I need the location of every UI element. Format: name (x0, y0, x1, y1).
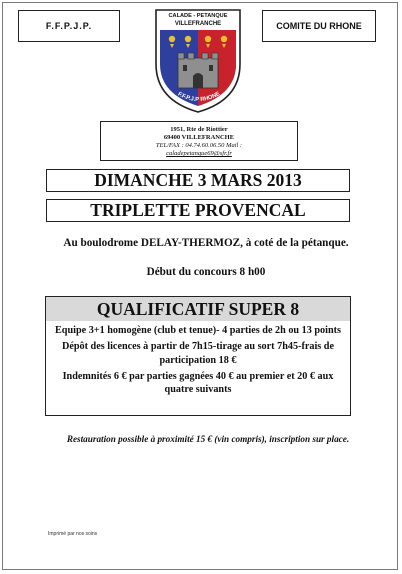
event-type: TRIPLETTE PROVENCAL (90, 200, 306, 220)
address-email[interactable]: caladepetanque69@sfr.fr (166, 150, 232, 157)
qualifier-box (45, 296, 351, 416)
event-date-box (46, 169, 350, 192)
crest-top-text-2: VILLEFRANCHE (174, 21, 222, 27)
club-address-box (100, 121, 298, 161)
address-city: 69400 VILLEFRANCHE (163, 134, 235, 141)
crest-top-text-1: CALADE - PETANQUE (168, 13, 228, 19)
club-crest-logo (150, 6, 246, 114)
qualifier-title: QUALIFICATIF SUPER 8 (46, 297, 350, 321)
event-date: DIMANCHE 3 MARS 2013 (94, 170, 302, 190)
qualifier-prizes: Indemnités 6 € par parties gagnées 40 € au premier et 20 € aux quatre suivants (62, 370, 334, 396)
committee-label-box (262, 10, 376, 42)
printed-by-note: Imprimé par nos soins (48, 531, 98, 537)
crest-bottom-text: F.F.P.J.P RHONE (176, 91, 222, 104)
qualifier-licences: Dépôt des licences à partir de 7h15-tirage au sort 7h45-frais de participation 18 € (61, 341, 334, 366)
committee-label: COMITE DU RHONE (276, 21, 362, 31)
event-venue: Au boulodrome DELAY-THERMOZ, à coté de la pétanque. (63, 237, 349, 249)
qualifier-team-rules: Equipe 3+1 homogène (club et tenue)- 4 parties de 2h ou 13 points (55, 325, 341, 336)
event-type-box (46, 199, 350, 222)
address-street: 1951, Rte de Riottier (170, 126, 228, 133)
catering-note: Restauration possible à proximité 15 € (vin compris), inscription sur place. (66, 434, 350, 444)
castle-tower-icon (178, 53, 218, 88)
event-start-time: Début du concours 8 h00 (146, 266, 266, 278)
federation-label-box (18, 10, 120, 42)
address-phone: TEL/FAX : 04.74.60.06.50 Mail : (155, 142, 243, 149)
federation-label: F.F.P.J.P. (45, 21, 93, 31)
